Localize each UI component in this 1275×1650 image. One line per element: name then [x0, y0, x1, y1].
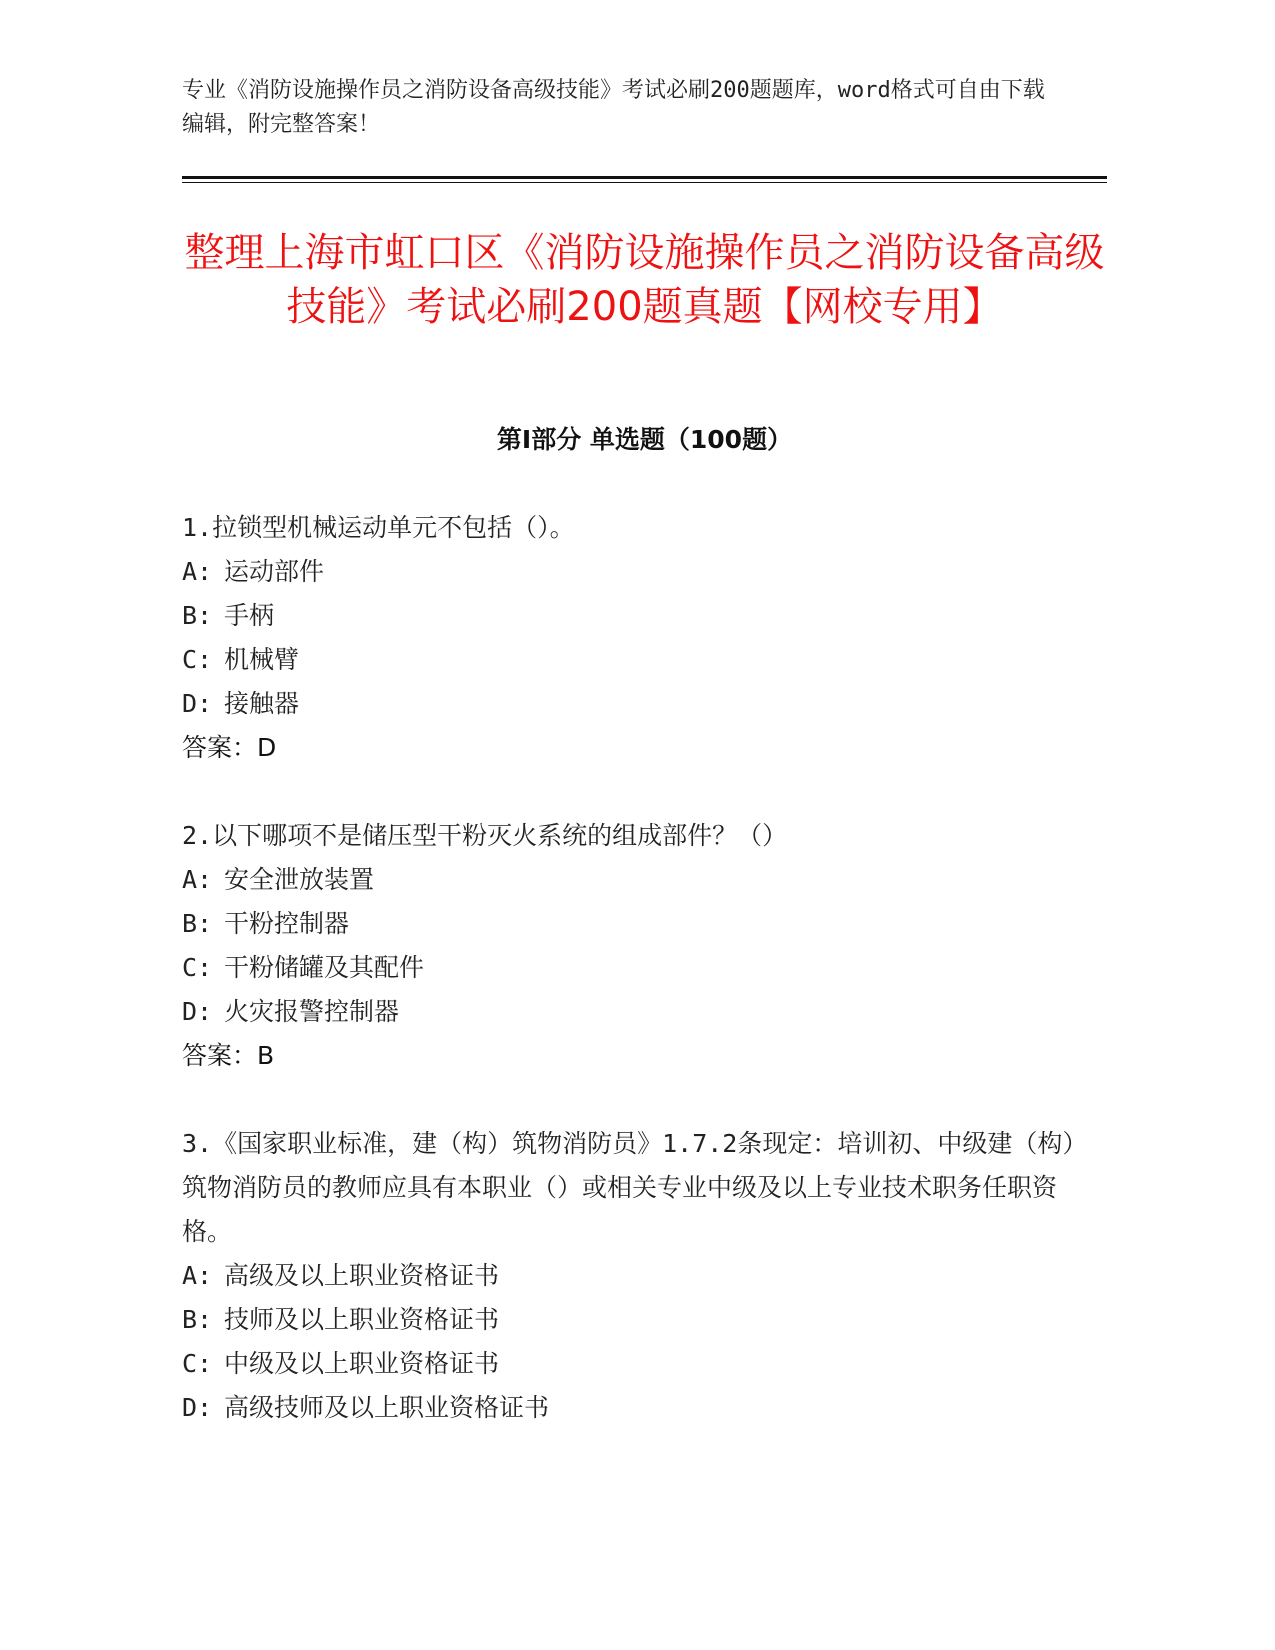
section-heading: 第Ⅰ部分 单选题（100题）: [496, 425, 793, 454]
option-key: A:: [182, 557, 213, 586]
document-title: 整理上海市虹口区《消防设施操作员之消防设备高级技能》考试必刷200题真题【网校专用】: [184, 230, 1105, 330]
option-b: [182, 594, 1082, 638]
header-divider-thin: [182, 182, 1107, 183]
option-c: [182, 946, 1082, 990]
option-text: 高级及以上职业资格证书: [224, 1261, 500, 1290]
option-text: 手柄: [224, 601, 275, 630]
option-b: [182, 902, 1082, 946]
option-b: [182, 1298, 1082, 1342]
option-key: B:: [182, 601, 213, 630]
option-key: C:: [182, 1349, 213, 1378]
option-c: [182, 638, 1082, 682]
option-text: 火灾报警控制器: [224, 997, 400, 1026]
option-key: C:: [182, 953, 213, 982]
option-a: [182, 858, 1082, 902]
option-text: 干粉控制器: [224, 909, 350, 938]
option-text: 干粉储罐及其配件: [224, 953, 425, 982]
question-1: [182, 506, 1082, 770]
question-3: [182, 1122, 1082, 1430]
option-text: 接触器: [224, 689, 300, 718]
option-key: D:: [182, 689, 213, 718]
option-text: 安全泄放装置: [224, 865, 375, 894]
answer: 答案：B: [182, 1041, 275, 1070]
header-divider-thick: [182, 176, 1107, 179]
option-text: 运动部件: [224, 557, 325, 586]
option-text: 高级技师及以上职业资格证书: [224, 1393, 550, 1422]
answer: 答案：D: [182, 733, 277, 762]
option-key: B:: [182, 1305, 213, 1334]
option-key: D:: [182, 997, 213, 1026]
option-c: [182, 1342, 1082, 1386]
option-text: 机械臂: [224, 645, 300, 674]
question-text: 2.以下哪项不是储压型干粉灭火系统的组成部件？（）: [182, 821, 788, 850]
option-key: D:: [182, 1393, 213, 1422]
option-key: C:: [182, 645, 213, 674]
option-d: [182, 682, 1082, 726]
option-key: A:: [182, 865, 213, 894]
option-key: B:: [182, 909, 213, 938]
question-list: [182, 506, 1082, 1474]
option-text: 中级及以上职业资格证书: [224, 1349, 500, 1378]
question-text: 3.《国家职业标准，建（构）筑物消防员》1.7.2条现定：培训初、中级建（构）筑物消防员的教师应具有本职业（）或相关专业中级及以上专业技术职务任职资格。: [182, 1129, 1075, 1246]
option-a: [182, 1254, 1082, 1298]
option-a: [182, 550, 1082, 594]
option-d: [182, 1386, 1082, 1430]
option-d: [182, 990, 1082, 1034]
option-text: 技师及以上职业资格证书: [224, 1305, 500, 1334]
option-key: A:: [182, 1261, 213, 1290]
question-text: 1.拉锁型机械运动单元不包括（）。: [182, 513, 575, 542]
question-2: [182, 814, 1082, 1078]
intro-text: 专业《消防设施操作员之消防设备高级技能》考试必刷200题题库，word格式可自由下载编辑，附完整答案！: [182, 78, 1045, 137]
